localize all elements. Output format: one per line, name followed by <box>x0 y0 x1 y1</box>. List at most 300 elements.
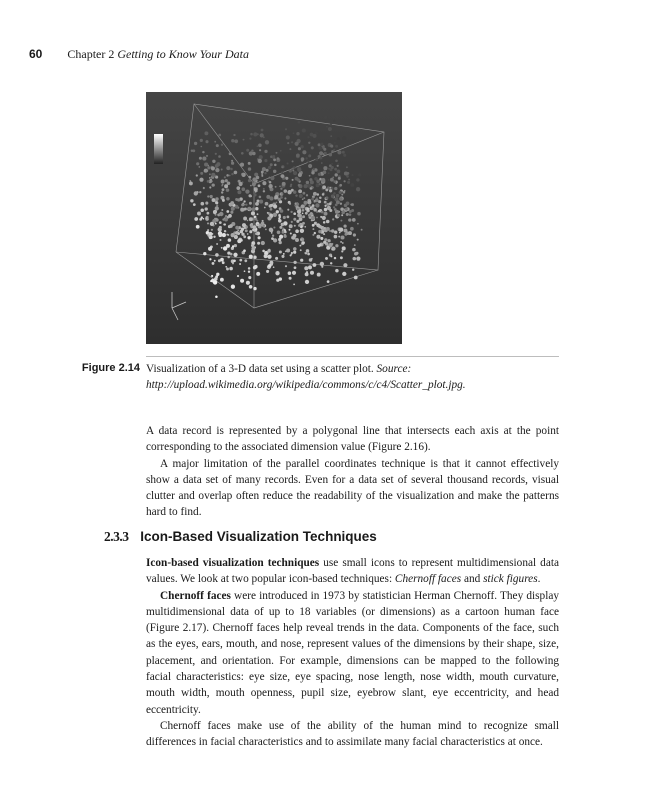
scatter-point <box>235 236 237 238</box>
scatter-point <box>207 180 210 183</box>
scatter-point <box>293 171 297 175</box>
scatter-point <box>298 121 301 124</box>
scatter-point <box>231 173 233 175</box>
scatter-point <box>243 217 247 221</box>
scatter-point <box>227 256 230 259</box>
scatter-point <box>229 152 232 155</box>
scatter-point <box>354 276 358 280</box>
scatter-point <box>331 166 334 169</box>
scatter-point <box>336 194 340 198</box>
scatter-point <box>220 258 224 262</box>
scatter-point <box>346 166 348 168</box>
scatter-point <box>200 209 204 213</box>
scatter-point <box>228 238 232 242</box>
scatter-point <box>340 220 342 222</box>
scatter-point <box>321 211 324 214</box>
scatter-point <box>278 198 281 201</box>
scatter-point <box>326 227 330 231</box>
scatter-point <box>214 277 218 281</box>
scatter-point <box>330 187 332 189</box>
scatter-point <box>248 267 251 270</box>
scatter-point <box>237 239 241 243</box>
scatter-point <box>281 255 284 258</box>
scatter-point <box>298 224 301 227</box>
scatter-point <box>287 190 291 194</box>
scatter-point <box>341 194 343 196</box>
scatter-point <box>262 181 266 185</box>
scatter-point <box>352 174 354 176</box>
scatter-point <box>340 235 344 239</box>
scatter-point <box>271 204 274 207</box>
scatter-point <box>215 168 219 172</box>
scatter-point <box>293 190 297 194</box>
scatter-point <box>275 271 279 275</box>
scatter-point <box>194 217 198 221</box>
scatter-point <box>347 181 350 184</box>
scatter-point <box>320 216 322 218</box>
scatter-point <box>292 179 294 181</box>
scatter-point <box>254 218 257 221</box>
scatter-point <box>307 160 309 162</box>
scatter-point <box>292 236 296 240</box>
scatter-point <box>338 163 340 165</box>
scatter-point <box>342 151 345 154</box>
scatter-point <box>297 168 301 172</box>
scatter-point <box>290 232 292 234</box>
scatter-point <box>350 204 352 206</box>
scatter-point <box>350 227 354 231</box>
scatter-point <box>339 228 343 232</box>
scatter-point <box>255 232 258 235</box>
scatter-point <box>231 233 235 237</box>
scatter-point <box>331 249 333 251</box>
scatter-point <box>323 148 326 151</box>
scatter-point <box>318 235 320 237</box>
scatter-point <box>296 153 300 157</box>
scatter-point <box>327 239 330 242</box>
scatter-point <box>221 180 225 184</box>
scatter-point <box>251 150 253 152</box>
scatter-point <box>226 268 229 271</box>
scatter-point <box>249 230 252 233</box>
scatter-point <box>243 139 245 141</box>
scatter-point <box>244 270 246 272</box>
scatter-point <box>335 244 338 247</box>
scatter-point <box>315 203 319 207</box>
scatter-point <box>341 250 343 252</box>
scatter-point <box>256 272 260 276</box>
scatter-point <box>250 133 253 136</box>
scatter-point <box>288 271 292 275</box>
scatter-point <box>333 206 335 208</box>
scatter-point <box>339 191 342 194</box>
scatter-point <box>334 231 337 234</box>
scatter-point <box>287 142 289 144</box>
scatter-point <box>231 162 234 165</box>
scatter-point <box>252 225 256 229</box>
figure-label: Figure 2.14 <box>81 362 140 374</box>
scatter-point <box>257 224 259 226</box>
scatter-point <box>222 184 224 186</box>
scatter-point <box>204 162 208 166</box>
scatter-point <box>248 176 251 179</box>
chapter-label: Chapter 2 <box>67 47 115 61</box>
scatter-point <box>323 221 326 224</box>
scatter-point <box>303 197 305 199</box>
scatter-point <box>279 185 281 187</box>
scatter-point <box>316 217 318 219</box>
scatter-point <box>201 216 203 218</box>
scatter-point <box>226 188 230 192</box>
scatter-point <box>237 190 241 194</box>
scatter-point <box>338 177 341 180</box>
scatter-point <box>215 223 217 225</box>
section-title: Icon-Based Visualization Techniques <box>140 529 377 544</box>
scatter-point <box>269 181 272 184</box>
scatter-point <box>277 157 280 160</box>
scatter-point <box>196 174 198 176</box>
scatter-point <box>340 207 343 210</box>
scatter-point <box>299 194 303 198</box>
scatter-point <box>328 243 332 247</box>
scatter-point <box>287 163 289 165</box>
scatter-point <box>216 144 219 147</box>
scatter-point <box>226 244 230 248</box>
scatter-point <box>346 201 350 205</box>
scatter-point <box>307 253 310 256</box>
scatter-point <box>270 208 273 211</box>
scatter-point <box>257 145 259 147</box>
scatter-point <box>229 224 233 228</box>
paragraph: A data record is represented by a polygonal line that intersects each axis at the point corresponding to the associated dimension value (Figure 2.16). <box>146 425 559 454</box>
scatter-point <box>304 184 308 188</box>
scatter-point <box>230 253 233 256</box>
scatter-point <box>300 259 303 262</box>
scatter-point <box>352 269 354 271</box>
scatter-point <box>213 236 215 238</box>
scatter-point <box>235 226 239 230</box>
scatter-point <box>311 198 314 201</box>
scatter-point <box>297 208 299 210</box>
scatter-point <box>356 178 359 181</box>
scatter-point <box>247 220 249 222</box>
text-run: were introduced in 1973 by statistician Herman Chernoff. They display multidimensional data of up to 18 variables (or dimensions) as a cartoon human face (Figure 2.17). Chernoff faces help reveal trends in the data. Components of the face, such as the eyes, ears, mouth, and nose, represent values of the dimensions by their shape, size, placement, and orientation. For example, dimensions can be mapped to the following facial characteristics: eye size, eye spacing, nose length, nose width, mouth curvature, mouth width, mouth openness, pupil size, eyebrow slant, eye eccentricity, and head eccentricity. <box>146 589 559 716</box>
scatter-point <box>251 244 254 247</box>
scatter-point <box>281 166 283 168</box>
scatter-point <box>352 218 356 222</box>
scatter-point <box>261 129 264 132</box>
scatter-point <box>289 169 292 172</box>
scatter-point <box>213 280 217 284</box>
scatter-point <box>320 237 323 240</box>
scatter-point <box>324 116 327 119</box>
scatter-point <box>251 207 255 211</box>
scatter-point <box>248 194 251 197</box>
scatter-point <box>209 186 211 188</box>
scatter-point <box>266 195 270 199</box>
scatter-point <box>276 210 279 213</box>
scatter-point <box>311 171 314 174</box>
scatter-point <box>340 256 343 259</box>
scatter-point <box>312 134 316 138</box>
scatter-point <box>273 266 275 268</box>
scatter-point <box>211 166 215 170</box>
scatter-point <box>331 163 333 165</box>
scatter-point <box>215 253 219 257</box>
scatter-point <box>357 239 359 241</box>
scatter-point <box>258 236 261 239</box>
scatter-point <box>293 284 295 286</box>
scatter-point <box>287 209 289 211</box>
scatter-point <box>282 182 286 186</box>
scatter-point <box>352 248 356 252</box>
scatter-point <box>203 187 205 189</box>
scatter-point <box>231 139 234 142</box>
scatter-point <box>289 203 291 205</box>
scatter-point <box>325 188 328 191</box>
scatter-point <box>210 222 214 226</box>
scatter-point <box>243 235 246 238</box>
scatter-point <box>298 189 302 193</box>
scatter-point <box>334 142 336 144</box>
scatter-point <box>324 152 327 155</box>
scatter-point <box>264 150 267 153</box>
scatter-point <box>207 212 210 215</box>
scatter-point <box>323 166 327 170</box>
text-run: use small icons to represent multidimensional data values. We look at two popular icon-based techniques: <box>146 557 559 586</box>
scatter-point <box>312 228 314 230</box>
scatter-point <box>207 195 209 197</box>
scatter-point <box>261 173 263 175</box>
scatter-point <box>209 232 213 236</box>
scatter-point <box>314 222 316 224</box>
scatter-point <box>285 265 287 267</box>
scatter-point <box>333 180 336 183</box>
scatter-point <box>205 202 208 205</box>
scatter-point <box>312 186 314 188</box>
term: Icon-based visualization techniques <box>146 557 320 569</box>
scatter-point <box>319 243 322 246</box>
scatter-point <box>262 167 266 171</box>
scatter-point <box>273 170 276 173</box>
scatter-point <box>231 207 235 211</box>
scatter-point <box>334 235 338 239</box>
scatter-point <box>343 191 346 194</box>
scatter-point <box>290 211 292 213</box>
section-heading <box>104 529 377 545</box>
scatter-point <box>196 225 200 229</box>
scatter-point <box>313 192 317 196</box>
scatter-point <box>249 202 252 205</box>
scatter-point <box>258 144 262 148</box>
scatter-point <box>335 204 338 207</box>
scatter-point <box>305 212 308 215</box>
scatter-point <box>271 237 274 240</box>
scatter-point <box>286 249 290 253</box>
scatter-point <box>268 249 271 252</box>
scatter-point <box>219 221 222 224</box>
section-number: 2.3.3 <box>104 529 129 544</box>
scatter-point <box>323 241 326 244</box>
scatter-point <box>294 205 296 207</box>
scatter-point <box>308 142 310 144</box>
scatter-point <box>342 246 346 250</box>
scatter-point <box>224 218 228 222</box>
scatter-point <box>278 217 280 219</box>
scatter-point <box>229 175 231 177</box>
scatter-point <box>300 229 304 233</box>
scatter-point <box>200 139 203 142</box>
scatter-point <box>215 164 219 168</box>
scatter-point <box>353 233 356 236</box>
scatter-point <box>329 153 332 156</box>
scatter-point <box>272 155 275 158</box>
scatter-point <box>237 198 240 201</box>
scatter-point <box>330 123 332 125</box>
scatter-point <box>216 205 218 207</box>
scatter-point <box>289 277 292 280</box>
scatter-point <box>225 266 227 268</box>
scatter-point <box>237 275 239 277</box>
scatter-point <box>319 151 323 155</box>
scatter-point <box>200 146 202 148</box>
scatter-point <box>248 276 251 279</box>
scatter-point <box>311 146 314 149</box>
scatter-point <box>264 172 266 174</box>
scatter-point <box>279 241 282 244</box>
scatter-point <box>211 275 213 277</box>
scatter-point <box>354 244 356 246</box>
scatter-point <box>212 183 215 186</box>
scatter-point <box>333 192 336 195</box>
scatter-point <box>325 257 328 260</box>
scatter-point <box>335 145 338 148</box>
scatter-point <box>323 233 325 235</box>
text-run: . <box>537 573 541 586</box>
scatter-point <box>212 262 215 265</box>
scatter-point <box>252 177 256 181</box>
scatter-point <box>253 132 257 136</box>
scatter-point <box>278 215 280 217</box>
scatter-point <box>231 160 233 162</box>
scatter-point <box>304 266 308 270</box>
scatter-point <box>330 255 332 257</box>
scatter-point <box>232 263 234 265</box>
chapter-title: Getting to Know Your Data <box>117 47 249 61</box>
scatter-point <box>278 219 282 223</box>
scatter-point <box>312 224 315 227</box>
scatter-point <box>349 210 352 213</box>
scatter-point <box>329 230 331 232</box>
scatter-point <box>220 239 222 241</box>
scatter-point <box>196 162 199 165</box>
scatter-point <box>236 186 240 190</box>
scatter-point <box>244 204 246 206</box>
scatter-point <box>305 280 309 284</box>
scatter-point <box>298 184 301 187</box>
scatter-point <box>293 261 296 264</box>
scatter-point <box>299 245 301 247</box>
scatter-point <box>290 185 292 187</box>
scatter-point <box>280 150 282 152</box>
scatter-point <box>318 173 321 176</box>
scatter-point <box>321 178 325 182</box>
scatter-point <box>270 176 274 180</box>
scatter-point <box>261 222 265 226</box>
scatter-point <box>348 218 351 221</box>
scatter-point <box>337 165 339 167</box>
scatter-point <box>205 140 208 143</box>
scatter-point <box>302 209 305 212</box>
scatter-point <box>221 191 223 193</box>
scatter-point <box>324 212 327 215</box>
scatter-point <box>234 139 238 143</box>
scatter-point <box>249 137 251 139</box>
scatter-point <box>302 150 306 154</box>
scatter-point <box>267 216 271 220</box>
scatter-point <box>251 247 255 251</box>
scatter-point <box>209 258 211 260</box>
scatter-point <box>302 212 304 214</box>
scatter-point <box>321 162 323 164</box>
scatter-point <box>210 280 212 282</box>
caption-rule <box>146 356 559 357</box>
scatter-point <box>201 202 205 206</box>
scatter-point <box>344 233 347 236</box>
scatter-point <box>339 184 342 187</box>
scatter-point <box>317 193 320 196</box>
scatter-point <box>318 143 321 146</box>
body-text-section <box>146 555 559 751</box>
scatter-point <box>300 145 303 148</box>
scatter-point <box>303 192 306 195</box>
scatter-point <box>296 203 299 206</box>
scatter-point <box>353 257 357 261</box>
scatter-point <box>354 252 358 256</box>
scatter-point <box>302 241 305 244</box>
scatter-point <box>210 197 212 199</box>
scatter-point <box>248 179 251 182</box>
scatter-point <box>344 172 348 176</box>
scatter-point <box>245 203 247 205</box>
scatter-point <box>219 212 223 216</box>
scatter-point <box>313 208 317 212</box>
scatter-point <box>282 231 285 234</box>
scatter-point <box>247 233 249 235</box>
scatter-point <box>310 212 313 215</box>
scatter-point <box>265 202 269 206</box>
scatter-point <box>330 135 332 137</box>
scatter-point <box>224 176 226 178</box>
scatter-point <box>294 266 297 269</box>
scatter-point <box>222 188 225 191</box>
scatter-point <box>340 241 342 243</box>
scatter-point <box>225 179 228 182</box>
scatter-point <box>207 166 210 169</box>
scatter-point <box>315 158 318 161</box>
scatter-point <box>309 202 311 204</box>
scatter-point <box>255 207 258 210</box>
scatter-point <box>305 272 309 276</box>
scatter-point <box>270 163 273 166</box>
scatter-point <box>226 210 229 213</box>
scatter-point <box>345 208 348 211</box>
scatter-point <box>226 174 229 177</box>
scatter-point <box>322 216 326 220</box>
scatter-point <box>309 175 311 177</box>
scatter-point <box>302 198 304 200</box>
scatter-point <box>274 164 277 167</box>
